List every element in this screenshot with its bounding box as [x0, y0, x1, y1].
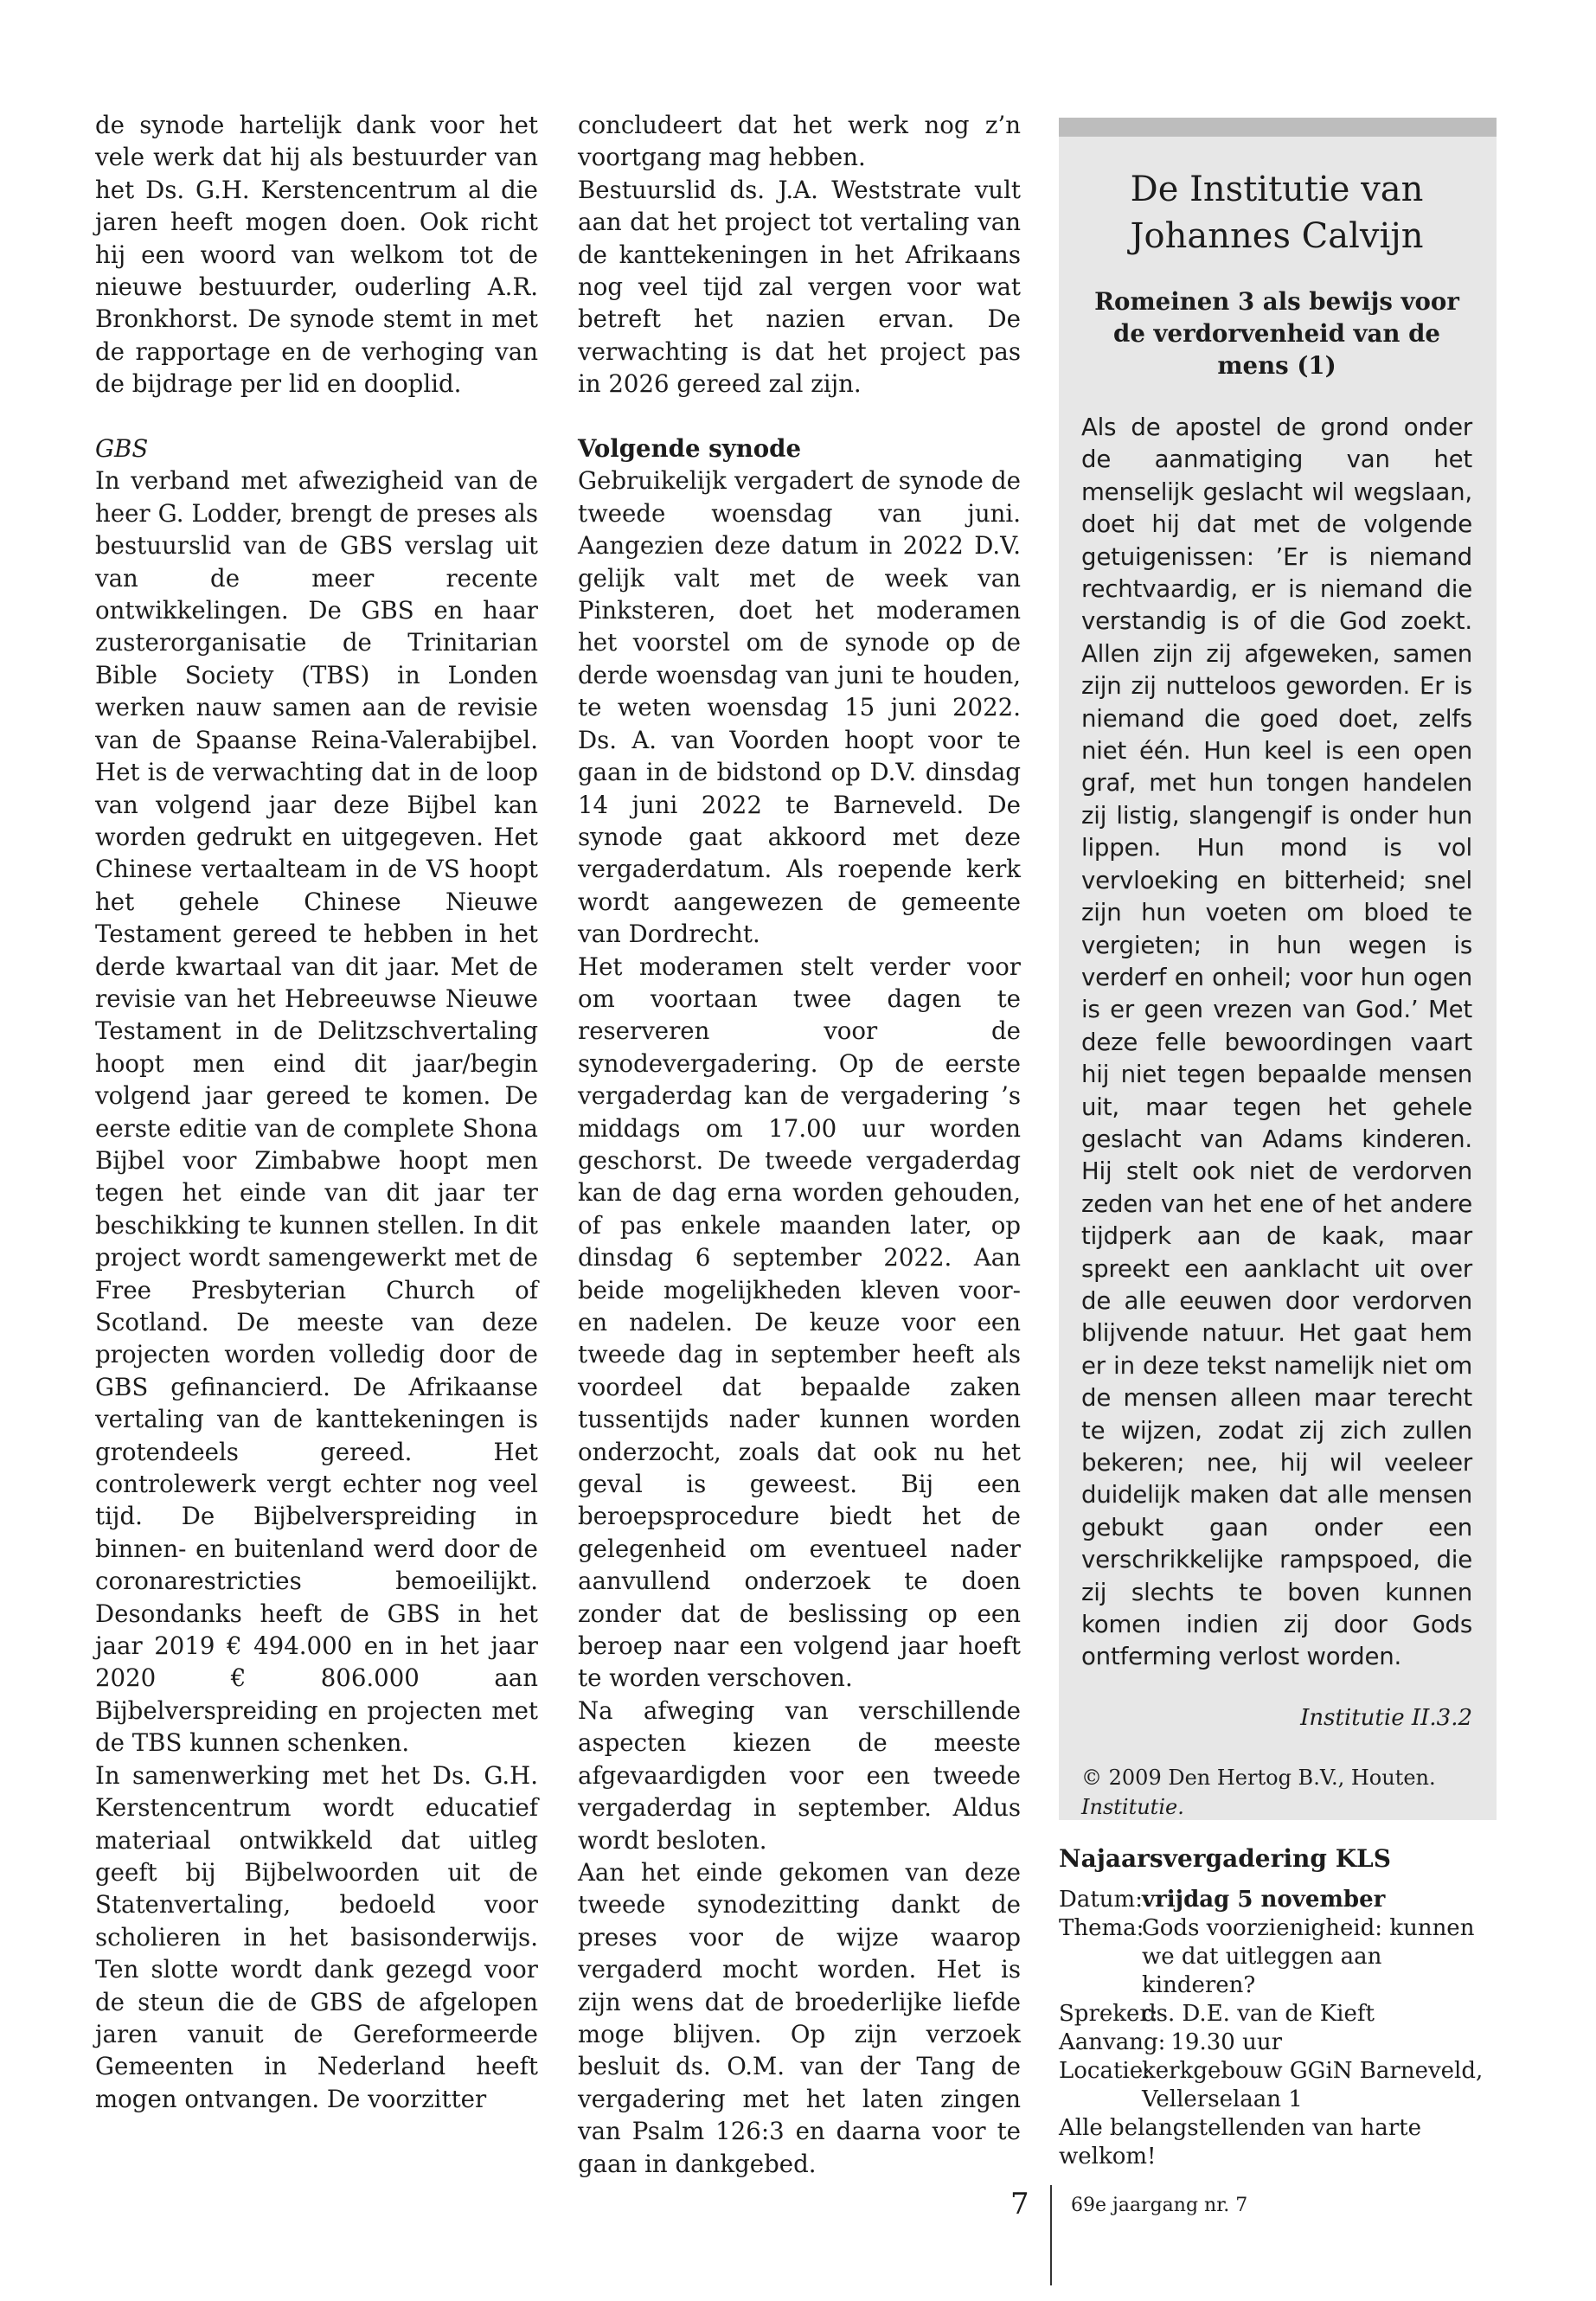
thema-value-2: we dat uitleggen aan kinderen?: [1142, 1944, 1382, 1998]
aanvang-label: Aanvang:: [1059, 2029, 1166, 2055]
footer-divider: [1050, 2185, 1052, 2285]
issue-label: 69e jaargang nr. 7: [1071, 2195, 1248, 2216]
locatie-value-1: kerkgebouw GGiN Barneveld,: [1142, 2058, 1484, 2084]
kls-closing: Alle belangstellenden van harte welkom!: [1059, 2115, 1421, 2170]
copyright-title: Institutie.: [1081, 1794, 1184, 1819]
col2-paragraph-6: Aan het einde gekomen van deze tweede synodezitting dankt de preses voor de wijze waarop vergaderd mocht worden. Het is zijn wens dat de broederlijke liefde moge blijven. Op zijn verzoek besluit ds. O.M. van der Tang de vergadering met het laten zingen van Psalm 126:3 en daarna voor te gaan in dankgebed.: [578, 1857, 1021, 2178]
locatie-label: Locatie:: [1059, 2058, 1151, 2084]
datum-value: vrijdag 5 november: [1142, 1887, 1386, 1913]
sidebar-title: De Institutie van Johannes Calvijn: [1130, 170, 1424, 256]
copyright-text: © 2009 Den Hertog B.V., Houten.: [1081, 1765, 1436, 1790]
thema-label: Thema:: [1059, 1915, 1144, 1941]
col2-paragraph-3: Gebruikelijk vergadert de synode de tweede woensdag van juni. Aangezien deze datum in 2022 D.V. gelijk valt met de week van Pinksteren, doet het moderamen het voorstel om de synode op de derde woensdag van juni te houden, te weten woensdag 15 juni 2022. Ds. A. van Voorden hoopt voor te gaan in de bidstond op D.V. dinsdag 14 juni 2022 te Barneveld. De synode gaat akkoord met deze vergaderdatum. Als roepende kerk wordt aangewezen de gemeente van Dordrecht.: [578, 466, 1021, 949]
gbs-heading: GBS: [95, 434, 149, 464]
sidebar-body: Als de apostel de grond onder de aanmatiging van het menselijk geslacht wil wegslaan, doet hij dat met de volgende getuigenissen: ’Er is niemand rechtvaardig, er is niemand die verstandig is of die God zoekt. Allen zijn zij afgeweken, samen zijn zij nutteloos geworden. Er is niemand die goed doet, zelfs niet één. Hun keel is een open graf, met hun tongen handelen zij listig, slangengif is onder hun lippen. Hun mond is vol vervloeking en bitterheid; snel zijn hun voeten om bloed te vergieten; in hun wegen is verderf en onheil; voor hun ogen is er geen vrezen van God.’ Met deze felle bewoordingen vaart hij niet tegen bepaalde mensen uit, maar tegen het gehele geslacht van Adams kinderen. Hij stelt ook niet de verdorven zeden van het ene of het andere tijdperk aan de kaak, maar spreekt een aanklacht uit over de alle eeuwen door verdorven blijvende natuur. Het gaat hem er in deze tekst namelijk niet om de mensen alleen maar terecht te wijzen, zodat zij zich zullen bekeren; nee, hij wil veeleer duidelijk maken dat alle mensen gebukt gaan onder een verschrikkelijke rampspoed, die zij slechts te boven kunnen komen indien zij door Gods ontferming verlost worden.: [1081, 413, 1472, 1671]
datum-row: [1059, 1886, 1497, 1914]
spreker-label: Spreker:: [1059, 2001, 1158, 2027]
kls-heading: Najaarsvergadering KLS: [1059, 1844, 1391, 1873]
volgende-synode-heading: Volgende synode: [578, 434, 802, 464]
col2-paragraph-4: Het moderamen stelt verder voor om voortaan twee dagen te reserveren voor de synodevergadering. Op de eerste vergaderdag kan de vergadering ’s middags om 17.00 uur worden geschorst. De tweede vergaderdag kan de dag erna worden gehouden, of pas enkele maanden later, op dinsdag 6 september 2022. Aan beide mogelijkheden kleven voor- en nadelen. De keuze voor een tweede dag in september heeft als voordeel dat bepaalde zaken tussentijds nader kunnen worden onderzocht, zoals dat ook nu het geval is geweest. Bij een beroepsprocedure biedt het de gelegenheid om eventueel nader aanvullend onderzoek te doen zonder dat de beslissing op een beroep naar een volgend jaar hoeft te worden verschoven.: [578, 952, 1021, 1693]
spreker-value: ds. D.E. van de Kieft: [1142, 2001, 1375, 2027]
aanvang-row: [1059, 2029, 1497, 2057]
thema-row: [1059, 1914, 1497, 1943]
locatie-row: [1059, 2057, 1497, 2086]
col1-paragraph-1: de synode hartelijk dank voor het vele werk dat hij als bestuurder van het Ds. G.H. Kerstencentrum al die jaren heeft mogen doen. Ook richt hij een woord van welkom tot de nieuwe bestuurder, ouderling A.R. Bronkhorst. De synode stemt in met de rapportage en de verhoging van de bijdrage per lid en dooplid.: [95, 111, 538, 399]
col2-paragraph-5: Na afweging van verschillende aspecten kiezen de meeste afgevaardigden voor een tweede vergaderdag in september. Aldus wordt besloten.: [578, 1695, 1021, 1855]
col1-paragraph-2: In verband met afwezigheid van de heer G. Lodder, brengt de preses als bestuurslid van de GBS verslag uit van de meer recente ontwikkelingen. De GBS en haar zusterorganisatie de Trinitarian Bible Society (TBS) in Londen werken nauw samen aan de revisie van de Spaanse Reina-Valerabijbel. Het is de verwachting dat in de loop van volgend jaar deze Bijbel kan worden gedrukt en uitgegeven. Het Chinese vertaalteam in de VS hoopt het gehele Chinese Nieuwe Testament gereed te hebben in het derde kwartaal van dit jaar. Met de revisie van het Hebreeuwse Nieuwe Testament in de Delitzschvertaling hoopt men eind dit jaar/begin volgend jaar gereed te komen. De eerste editie van de complete Shona Bijbel voor Zimbabwe hoopt men tegen het einde van dit jaar ter beschikking te kunnen stellen. In dit project wordt samengewerkt met de Free Presbyterian Church of Scotland. De meeste van deze projecten worden volledig door de GBS gefinancierd. De Afrikaanse vertaling van de kanttekeningen is grotendeels gereed. Het controlewerk vergt echter nog veel tijd. De Bijbelverspreiding in binnen- en buitenland werd door de coronarestricties bemoeilijkt. Desondanks heeft de GBS in het jaar 2019 € 494.000 en in het jaar 2020 € 806.000 aan Bijbelverspreiding en projecten met de TBS kunnen schenken.: [95, 466, 538, 1758]
sidebar-subtitle: Romeinen 3 als bewijs voor de verdorvenheid van de mens (1): [1094, 287, 1459, 380]
sidebar-copyright: [1081, 1763, 1472, 1822]
kls-announcement: [1059, 1843, 1497, 2171]
col2-paragraph-1: concludeert dat het werk nog z’n voortgang mag hebben.: [578, 111, 1021, 172]
datum-label: Datum:: [1059, 1887, 1143, 1913]
article-column-1: [95, 109, 538, 2115]
institutie-sidebar: [1059, 118, 1497, 1820]
sidebar-reference: Institutie II.3.2: [1300, 1704, 1472, 1731]
page-number: 7: [1010, 2187, 1029, 2221]
col1-paragraph-3: In samenwerking met het Ds. G.H. Kerstencentrum wordt educatief materiaal ontwikkeld dat uitleg geeft bij Bijbelwoorden uit de Statenvertaling, bedoeld voor scholieren in het basisonderwijs. Ten slotte wordt dank gezegd voor de steun die de GBS de afgelopen jaren vanuit de Gereformeerde Gemeenten in Nederland heeft mogen ontvangen. De voorzitter: [95, 1760, 538, 2113]
aanvang-value: 19.30 uur: [1170, 2029, 1282, 2055]
spreker-row: [1059, 2000, 1497, 2029]
locatie-value-2: Vellerselaan 1: [1142, 2086, 1303, 2112]
article-column-2: [578, 109, 1021, 2180]
thema-value-1: Gods voorzienigheid: kunnen: [1142, 1915, 1475, 1941]
col2-paragraph-2: Bestuurslid ds. J.A. Weststrate vult aan dat het project tot vertaling van de kanttekeningen in het Afrikaans nog veel tijd zal vergen voor wat betreft het nazien ervan. De verwachting is dat het project pas in 2026 gereed zal zijn.: [578, 175, 1021, 399]
